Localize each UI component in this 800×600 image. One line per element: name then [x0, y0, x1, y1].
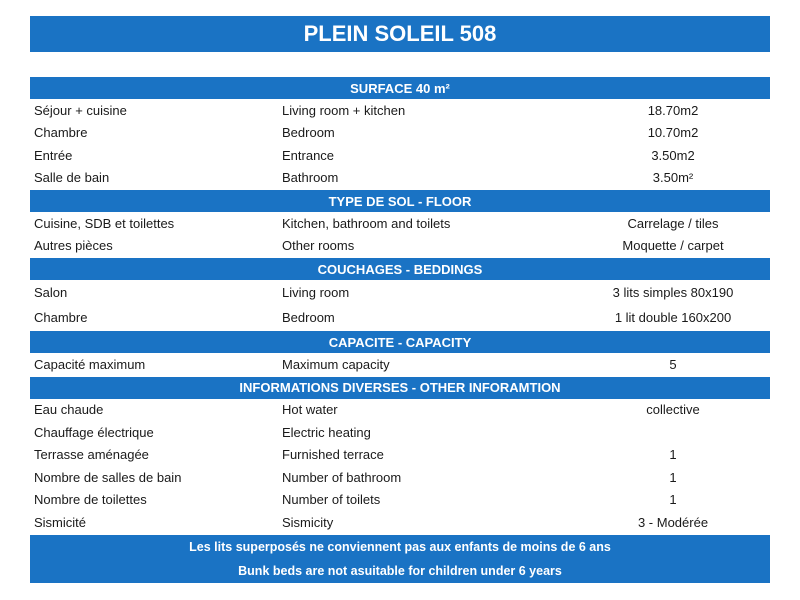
cell-fr: Chambre	[34, 125, 88, 141]
cell-value: 1	[669, 447, 677, 463]
footer-notice-en: Bunk beds are not asuitable for children under 6 years	[238, 563, 562, 578]
table-row	[30, 280, 770, 305]
table-row	[30, 444, 770, 467]
table-row	[30, 144, 770, 167]
cell-value: 18.70m2	[647, 102, 699, 118]
cell-fr: Cuisine, SDB et toilettes	[34, 215, 175, 231]
table-row	[30, 511, 770, 534]
cell-value: 1 lit double 160x200	[614, 310, 732, 325]
cell-value: 1	[669, 469, 677, 485]
cell-value: 1	[669, 492, 677, 508]
cell-value: Carrelage / tiles	[627, 215, 719, 231]
cell-fr: Séjour + cuisine	[34, 102, 127, 118]
cell-value: Moquette / carpet	[622, 238, 724, 254]
cell-fr: Salon	[34, 285, 68, 300]
cell-en: Hot water	[282, 402, 338, 418]
table-row	[30, 212, 770, 235]
cell-en: Other rooms	[282, 238, 355, 254]
table-row	[30, 99, 770, 122]
cell-fr: Nombre de salles de bain	[34, 469, 182, 485]
cell-en: Living room + kitchen	[282, 102, 406, 118]
cell-en: Living room	[282, 285, 350, 300]
cell-fr: Capacité maximum	[34, 356, 146, 372]
table-row	[30, 167, 770, 190]
table-row	[30, 466, 770, 489]
cell-en: Bedroom	[282, 310, 335, 325]
cell-fr: Chauffage électrique	[34, 424, 154, 440]
cell-value: 3.50m²	[652, 170, 694, 186]
cell-fr: Entrée	[34, 147, 73, 163]
table-row	[30, 235, 770, 258]
cell-en: Entrance	[282, 147, 335, 163]
cell-en: Number of bathroom	[282, 469, 402, 485]
section-header-capacity: CAPACITE - CAPACITY	[30, 330, 770, 353]
section-header-floor: TYPE DE SOL - FLOOR	[30, 189, 770, 212]
cell-value: 3 - Modérée	[637, 514, 709, 530]
cell-en: Kitchen, bathroom and toilets	[282, 215, 451, 231]
cell-en: Number of toilets	[282, 492, 381, 508]
cell-en: Maximum capacity	[282, 356, 390, 372]
cell-value: 5	[669, 356, 677, 372]
section-header-surface: SURFACE 40 m²	[30, 76, 770, 99]
footer-notice	[30, 534, 770, 583]
cell-fr: Sismicité	[34, 514, 87, 530]
info-table	[30, 76, 770, 583]
cell-value: 10.70m2	[647, 125, 699, 141]
table-row	[30, 122, 770, 145]
table-row	[30, 421, 770, 444]
page-title: PLEIN SOLEIL 508	[30, 16, 770, 52]
cell-en: Bathroom	[282, 170, 339, 186]
cell-en: Electric heating	[282, 424, 371, 440]
cell-en: Bedroom	[282, 125, 335, 141]
cell-fr: Salle de bain	[34, 170, 110, 186]
cell-fr: Chambre	[34, 310, 88, 325]
cell-value: 3.50m2	[651, 147, 695, 163]
table-row	[30, 399, 770, 422]
cell-en: Furnished terrace	[282, 447, 384, 463]
cell-value: 3 lits simples 80x190	[612, 285, 734, 300]
cell-fr: Terrasse aménagée	[34, 447, 149, 463]
section-header-other-info: INFORMATIONS DIVERSES - OTHER INFORAMTION	[30, 376, 770, 399]
cell-en: Sismicity	[282, 514, 334, 530]
table-row	[30, 305, 770, 330]
section-header-beddings: COUCHAGES - BEDDINGS	[30, 257, 770, 280]
footer-notice-fr: Les lits superposés ne conviennent pas aux enfants de moins de 6 ans	[189, 539, 611, 554]
cell-fr: Autres pièces	[34, 238, 113, 254]
cell-value: collective	[646, 402, 700, 418]
table-row	[30, 489, 770, 512]
cell-fr: Eau chaude	[34, 402, 104, 418]
cell-fr: Nombre de toilettes	[34, 492, 147, 508]
table-row	[30, 353, 770, 376]
